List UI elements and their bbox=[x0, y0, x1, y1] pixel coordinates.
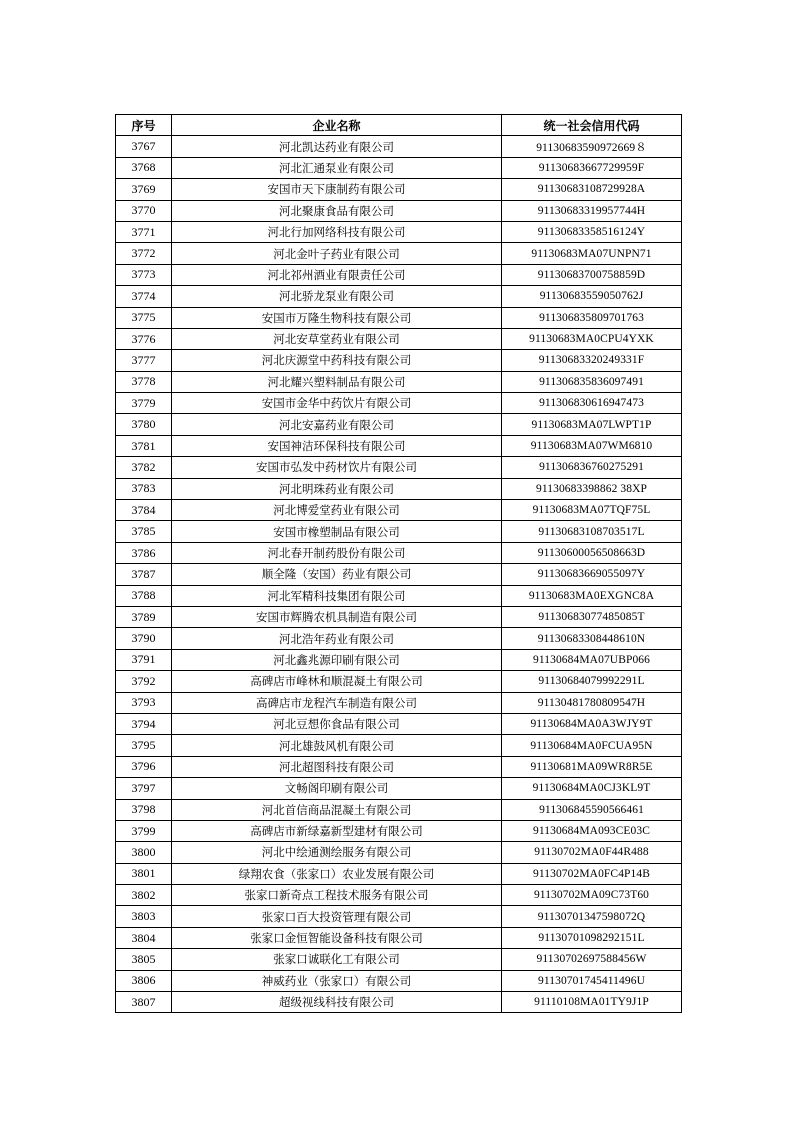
company-name-cell: 河北行加网络科技有限公司 bbox=[172, 221, 502, 242]
table-row bbox=[116, 457, 682, 478]
table-row bbox=[116, 606, 682, 627]
serial-cell: 3774 bbox=[116, 286, 172, 307]
serial-cell: 3802 bbox=[116, 885, 172, 906]
table-row bbox=[116, 585, 682, 606]
credit-code-cell: 91130701347598072Q bbox=[502, 906, 682, 927]
credit-code-cell: 911306830616947473 bbox=[502, 393, 682, 414]
company-name-cell: 河北中绘通测绘服务有限公司 bbox=[172, 842, 502, 863]
company-name-cell: 河北骄龙泵业有限公司 bbox=[172, 286, 502, 307]
table-row bbox=[116, 564, 682, 585]
serial-cell: 3786 bbox=[116, 542, 172, 563]
table-row bbox=[116, 393, 682, 414]
serial-cell: 3777 bbox=[116, 350, 172, 371]
serial-cell: 3782 bbox=[116, 457, 172, 478]
table-row bbox=[116, 435, 682, 456]
serial-cell: 3801 bbox=[116, 863, 172, 884]
table-row bbox=[116, 713, 682, 734]
company-name-cell: 张家口百大投资管理有限公司 bbox=[172, 906, 502, 927]
serial-cell: 3770 bbox=[116, 200, 172, 221]
credit-code-cell: 91130683559050762J bbox=[502, 286, 682, 307]
table-row bbox=[116, 371, 682, 392]
company-name-cell: 河北超图科技有限公司 bbox=[172, 756, 502, 777]
table-row bbox=[116, 778, 682, 799]
credit-code-cell: 91130684MA0A3WJY9T bbox=[502, 713, 682, 734]
serial-cell: 3794 bbox=[116, 713, 172, 734]
table-row bbox=[116, 478, 682, 499]
table-row bbox=[116, 414, 682, 435]
company-name-cell: 河北汇通泵业有限公司 bbox=[172, 157, 502, 178]
serial-cell: 3795 bbox=[116, 735, 172, 756]
serial-cell: 3784 bbox=[116, 500, 172, 521]
credit-code-cell: 91130481780809547H bbox=[502, 692, 682, 713]
serial-cell: 3779 bbox=[116, 393, 172, 414]
company-name-cell: 河北安草堂药业有限公司 bbox=[172, 328, 502, 349]
company-name-cell: 高碑店市新绿嘉新型建材有限公司 bbox=[172, 820, 502, 841]
serial-cell: 3781 bbox=[116, 435, 172, 456]
table-row bbox=[116, 649, 682, 670]
company-name-cell: 河北浩年药业有限公司 bbox=[172, 628, 502, 649]
company-name-cell: 神威药业（张家口）有限公司 bbox=[172, 970, 502, 991]
credit-code-cell: 91130683320249331F bbox=[502, 350, 682, 371]
company-name-cell: 张家口诚联化工有限公司 bbox=[172, 949, 502, 970]
credit-code-cell: 911306835809701763 bbox=[502, 307, 682, 328]
company-name-cell: 河北凯达药业有限公司 bbox=[172, 136, 502, 157]
serial-cell: 3805 bbox=[116, 949, 172, 970]
header-serial: 序号 bbox=[116, 115, 172, 136]
table-row bbox=[116, 885, 682, 906]
credit-code-cell: 91130702MA0F44R488 bbox=[502, 842, 682, 863]
serial-cell: 3780 bbox=[116, 414, 172, 435]
credit-code-cell: 91130683108703517L bbox=[502, 521, 682, 542]
serial-cell: 3792 bbox=[116, 671, 172, 692]
company-name-cell: 河北祁州酒业有限责任公司 bbox=[172, 264, 502, 285]
serial-cell: 3793 bbox=[116, 692, 172, 713]
table-row bbox=[116, 992, 682, 1013]
serial-cell: 3778 bbox=[116, 371, 172, 392]
credit-code-cell: 91130683590972669８ bbox=[502, 136, 682, 157]
company-name-cell: 河北明珠药业有限公司 bbox=[172, 478, 502, 499]
credit-code-cell: 91130701098292151L bbox=[502, 927, 682, 948]
table-row bbox=[116, 157, 682, 178]
table-row bbox=[116, 200, 682, 221]
serial-cell: 3767 bbox=[116, 136, 172, 157]
serial-cell: 3785 bbox=[116, 521, 172, 542]
credit-code-cell: 91130702MA0FC4P14B bbox=[502, 863, 682, 884]
credit-code-cell: 91130701745411496U bbox=[502, 970, 682, 991]
company-name-cell: 安国市金华中药饮片有限公司 bbox=[172, 393, 502, 414]
company-name-cell: 河北金叶子药业有限公司 bbox=[172, 243, 502, 264]
company-name-cell: 河北春开制药股份有限公司 bbox=[172, 542, 502, 563]
table-row bbox=[116, 906, 682, 927]
company-name-cell: 安国市天下康制药有限公司 bbox=[172, 179, 502, 200]
serial-cell: 3797 bbox=[116, 778, 172, 799]
serial-cell: 3775 bbox=[116, 307, 172, 328]
credit-code-cell: 911306836760275291 bbox=[502, 457, 682, 478]
company-name-cell: 安国市辉腾农机具制造有限公司 bbox=[172, 606, 502, 627]
company-name-cell: 超级视线科技有限公司 bbox=[172, 992, 502, 1013]
serial-cell: 3768 bbox=[116, 157, 172, 178]
table-row bbox=[116, 628, 682, 649]
company-table bbox=[115, 114, 682, 1013]
table-row bbox=[116, 500, 682, 521]
serial-cell: 3803 bbox=[116, 906, 172, 927]
serial-cell: 3790 bbox=[116, 628, 172, 649]
serial-cell: 3807 bbox=[116, 992, 172, 1013]
credit-code-cell: 91130683MA0CPU4YXK bbox=[502, 328, 682, 349]
serial-cell: 3804 bbox=[116, 927, 172, 948]
company-name-cell: 安国市弘发中药材饮片有限公司 bbox=[172, 457, 502, 478]
serial-cell: 3787 bbox=[116, 564, 172, 585]
serial-cell: 3789 bbox=[116, 606, 172, 627]
credit-code-cell: 91130684079992291L bbox=[502, 671, 682, 692]
company-name-cell: 河北雄鼓风机有限公司 bbox=[172, 735, 502, 756]
credit-code-cell: 91130683667729959F bbox=[502, 157, 682, 178]
serial-cell: 3771 bbox=[116, 221, 172, 242]
credit-code-cell: 91130683358516124Y bbox=[502, 221, 682, 242]
credit-code-cell: 91130683MA07UNPN71 bbox=[502, 243, 682, 264]
table-row bbox=[116, 243, 682, 264]
credit-code-cell: 91130683308448610N bbox=[502, 628, 682, 649]
serial-cell: 3806 bbox=[116, 970, 172, 991]
table-row bbox=[116, 221, 682, 242]
table-row bbox=[116, 863, 682, 884]
company-name-cell: 河北军精科技集团有限公司 bbox=[172, 585, 502, 606]
table-row bbox=[116, 350, 682, 371]
table-row bbox=[116, 328, 682, 349]
header-credit-code: 统一社会信用代码 bbox=[502, 115, 682, 136]
table-row bbox=[116, 542, 682, 563]
company-name-cell: 河北豆想你食品有限公司 bbox=[172, 713, 502, 734]
table-row bbox=[116, 949, 682, 970]
company-name-cell: 安国市万隆生物科技有限公司 bbox=[172, 307, 502, 328]
company-name-cell: 河北庆源堂中药科技有限公司 bbox=[172, 350, 502, 371]
serial-cell: 3788 bbox=[116, 585, 172, 606]
credit-code-cell: 91130702MA09C73T60 bbox=[502, 885, 682, 906]
serial-cell: 3772 bbox=[116, 243, 172, 264]
table-row bbox=[116, 671, 682, 692]
serial-cell: 3798 bbox=[116, 799, 172, 820]
credit-code-cell: 91130683700758859D bbox=[502, 264, 682, 285]
credit-code-cell: 91130683077485085T bbox=[502, 606, 682, 627]
credit-code-cell: 91130684MA093CE03C bbox=[502, 820, 682, 841]
credit-code-cell: 91130684MA07UBP066 bbox=[502, 649, 682, 670]
credit-code-cell: 91130702697588456W bbox=[502, 949, 682, 970]
company-name-cell: 顺全隆（安国）药业有限公司 bbox=[172, 564, 502, 585]
credit-code-cell: 91130600056508663D bbox=[502, 542, 682, 563]
company-name-cell: 河北聚康食品有限公司 bbox=[172, 200, 502, 221]
credit-code-cell: 911306835836097491 bbox=[502, 371, 682, 392]
serial-cell: 3783 bbox=[116, 478, 172, 499]
table-row bbox=[116, 692, 682, 713]
company-name-cell: 文畅阁印刷有限公司 bbox=[172, 778, 502, 799]
credit-code-cell: 91130683MA07LWPT1P bbox=[502, 414, 682, 435]
serial-cell: 3773 bbox=[116, 264, 172, 285]
table-row bbox=[116, 735, 682, 756]
header-row bbox=[116, 115, 682, 136]
table-row bbox=[116, 970, 682, 991]
serial-cell: 3800 bbox=[116, 842, 172, 863]
company-name-cell: 河北首信商品混凝土有限公司 bbox=[172, 799, 502, 820]
credit-code-cell: 91130683MA07TQF75L bbox=[502, 500, 682, 521]
credit-code-cell: 91130683MA0EXGNC8A bbox=[502, 585, 682, 606]
company-name-cell: 安国市橡塑制品有限公司 bbox=[172, 521, 502, 542]
table-row bbox=[116, 799, 682, 820]
table-row bbox=[116, 756, 682, 777]
serial-cell: 3799 bbox=[116, 820, 172, 841]
credit-code-cell: 91130683669055097Y bbox=[502, 564, 682, 585]
credit-code-cell: 91110108MA01TY9J1P bbox=[502, 992, 682, 1013]
credit-code-cell: 91130684MA0FCUA95N bbox=[502, 735, 682, 756]
serial-cell: 3791 bbox=[116, 649, 172, 670]
credit-code-cell: 91130683MA07WM6810 bbox=[502, 435, 682, 456]
serial-cell: 3776 bbox=[116, 328, 172, 349]
table-row bbox=[116, 307, 682, 328]
table-row bbox=[116, 136, 682, 157]
table-row bbox=[116, 521, 682, 542]
table-row bbox=[116, 286, 682, 307]
company-name-cell: 河北博爱堂药业有限公司 bbox=[172, 500, 502, 521]
company-name-cell: 张家口金恒智能设备科技有限公司 bbox=[172, 927, 502, 948]
table-row bbox=[116, 820, 682, 841]
company-name-cell: 绿翔农食（张家口）农业发展有限公司 bbox=[172, 863, 502, 884]
company-name-cell: 河北耀兴塑料制品有限公司 bbox=[172, 371, 502, 392]
credit-code-cell: 91130683319957744H bbox=[502, 200, 682, 221]
credit-code-cell: 91130683108729928A bbox=[502, 179, 682, 200]
credit-code-cell: 91130681MA09WR8R5E bbox=[502, 756, 682, 777]
company-name-cell: 张家口新奇点工程技术服务有限公司 bbox=[172, 885, 502, 906]
credit-code-cell: 91130684MA0CJ3KL9T bbox=[502, 778, 682, 799]
header-company-name: 企业名称 bbox=[172, 115, 502, 136]
serial-cell: 3796 bbox=[116, 756, 172, 777]
table-row bbox=[116, 842, 682, 863]
company-name-cell: 河北鑫兆源印刷有限公司 bbox=[172, 649, 502, 670]
credit-code-cell: 91130683398862 38XP bbox=[502, 478, 682, 499]
table-row bbox=[116, 179, 682, 200]
company-name-cell: 高碑店市龙程汽车制造有限公司 bbox=[172, 692, 502, 713]
credit-code-cell: 911306845590566461 bbox=[502, 799, 682, 820]
company-name-cell: 河北安嘉药业有限公司 bbox=[172, 414, 502, 435]
table-row bbox=[116, 264, 682, 285]
table-row bbox=[116, 927, 682, 948]
company-name-cell: 高碑店市峰林和顺混凝土有限公司 bbox=[172, 671, 502, 692]
company-name-cell: 安国神洁环保科技有限公司 bbox=[172, 435, 502, 456]
serial-cell: 3769 bbox=[116, 179, 172, 200]
